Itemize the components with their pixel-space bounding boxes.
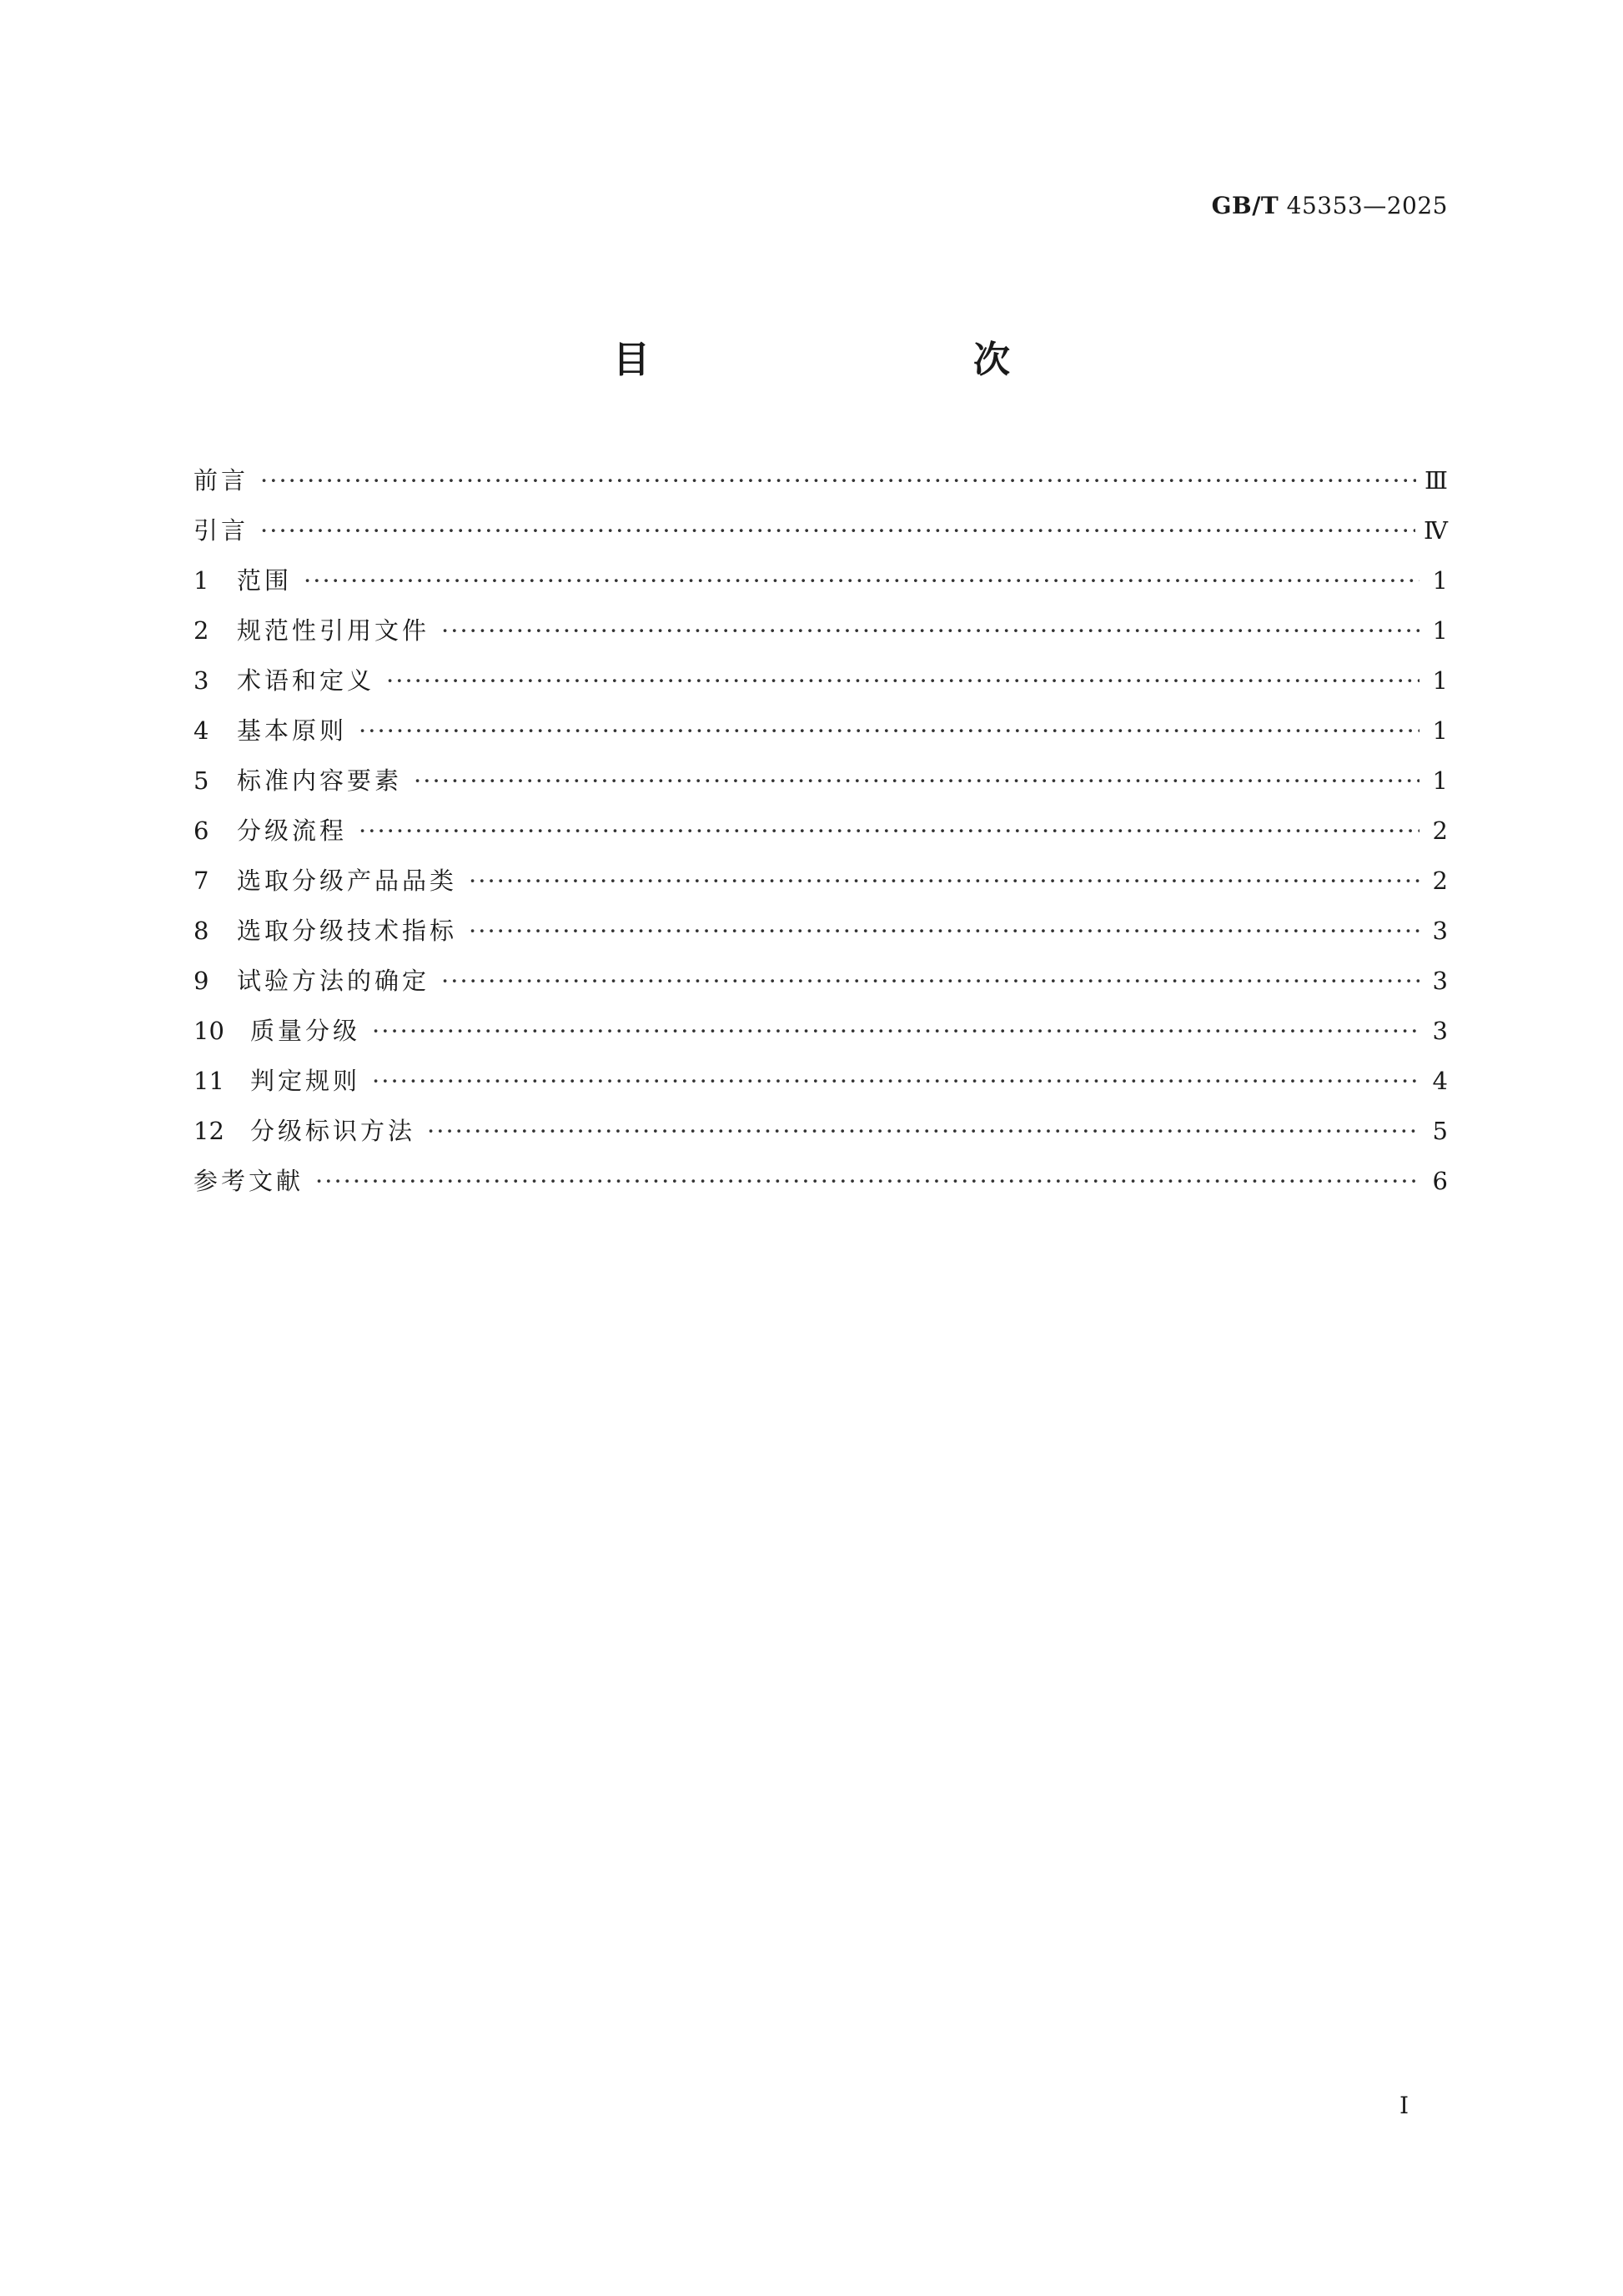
toc-entry-label: 标准内容要素 bbox=[237, 766, 403, 795]
toc-entry-page: 3 bbox=[1432, 1017, 1448, 1045]
toc-leader-dots bbox=[414, 763, 1419, 798]
toc-leader-dots bbox=[469, 913, 1419, 948]
toc-entry-11[interactable] bbox=[193, 1063, 1448, 1113]
toc-entry-12[interactable] bbox=[193, 1113, 1448, 1163]
toc-entry-number: 4 bbox=[193, 716, 209, 745]
toc-leader-dots bbox=[386, 663, 1419, 698]
toc-leader-dots bbox=[372, 1063, 1419, 1098]
toc-entry-page: 6 bbox=[1432, 1167, 1448, 1195]
toc-entry-10[interactable] bbox=[193, 1013, 1448, 1063]
toc-entry-label: 术语和定义 bbox=[237, 666, 375, 695]
toc-leader-dots bbox=[260, 513, 1415, 548]
toc-leader-dots bbox=[260, 463, 1416, 498]
toc-entry-number: 7 bbox=[193, 867, 209, 895]
toc-entry-7[interactable] bbox=[193, 863, 1448, 913]
toc-entry-9[interactable] bbox=[193, 963, 1448, 1013]
toc-entry-number: 2 bbox=[193, 616, 209, 645]
toc-entry-page: 1 bbox=[1432, 566, 1448, 595]
toc-entry-page: Ⅳ bbox=[1424, 516, 1448, 545]
toc-entry-6[interactable] bbox=[193, 813, 1448, 863]
toc-entry-5[interactable] bbox=[193, 763, 1448, 813]
toc-entry-3[interactable] bbox=[193, 663, 1448, 713]
toc-entry-page: 4 bbox=[1432, 1067, 1448, 1095]
toc-entry-label: 选取分级技术指标 bbox=[237, 917, 458, 945]
toc-leader-dots bbox=[315, 1163, 1419, 1198]
toc-leader-dots bbox=[427, 1113, 1419, 1148]
toc-entry-number: 3 bbox=[193, 666, 209, 695]
toc-entry-page: 1 bbox=[1432, 616, 1448, 645]
toc-entry-label: 参考文献 bbox=[193, 1167, 304, 1195]
toc-entry-page: 1 bbox=[1432, 666, 1448, 695]
toc-entry-label: 试验方法的确定 bbox=[237, 967, 430, 995]
toc-entry-number: 8 bbox=[193, 917, 209, 945]
toc-entry-number: 12 bbox=[193, 1117, 224, 1145]
toc-entry-page: Ⅲ bbox=[1425, 466, 1448, 495]
toc-entry-label: 基本原则 bbox=[237, 716, 348, 745]
toc-entry-1[interactable] bbox=[193, 563, 1448, 613]
toc-entry-page: 3 bbox=[1432, 967, 1448, 995]
toc-entry-8[interactable] bbox=[193, 913, 1448, 963]
toc-entry-number: 10 bbox=[193, 1017, 224, 1045]
toc-entry-bibliography[interactable] bbox=[193, 1163, 1448, 1213]
toc-entry-page: 2 bbox=[1432, 867, 1448, 895]
toc-leader-dots bbox=[469, 863, 1419, 898]
toc-entry-page: 3 bbox=[1432, 917, 1448, 945]
page-title: 目 次 bbox=[613, 339, 1093, 381]
toc-leader-dots bbox=[441, 963, 1419, 998]
toc-entry-label: 分级标识方法 bbox=[250, 1117, 416, 1145]
toc-entry-2[interactable] bbox=[193, 613, 1448, 663]
toc-leader-dots bbox=[359, 813, 1419, 848]
toc-entry-number: 5 bbox=[193, 766, 209, 795]
toc-entry-label: 规范性引用文件 bbox=[237, 616, 430, 645]
standard-code-prefix: GB/T bbox=[1211, 192, 1279, 219]
toc-entry-4[interactable] bbox=[193, 713, 1448, 763]
toc-entry-number: 11 bbox=[193, 1067, 224, 1095]
toc-entry-introduction[interactable] bbox=[193, 513, 1448, 563]
toc-entry-label: 前言 bbox=[193, 466, 249, 495]
toc-entry-label: 分级流程 bbox=[237, 816, 348, 845]
toc-entry-page: 1 bbox=[1432, 766, 1448, 795]
toc-leader-dots bbox=[359, 713, 1419, 748]
toc-entry-label: 范围 bbox=[237, 566, 293, 595]
toc-entry-label: 选取分级产品品类 bbox=[237, 867, 458, 895]
toc-leader-dots bbox=[441, 613, 1419, 648]
standard-code-number: 45353—2025 bbox=[1286, 192, 1448, 219]
toc-entry-page: 1 bbox=[1432, 716, 1448, 745]
toc-entry-foreword[interactable] bbox=[193, 463, 1448, 513]
toc-entry-number: 1 bbox=[193, 566, 209, 595]
toc-entry-page: 2 bbox=[1432, 816, 1448, 845]
toc-leader-dots bbox=[372, 1013, 1419, 1048]
toc-entry-page: 5 bbox=[1432, 1117, 1448, 1145]
table-of-contents bbox=[193, 463, 1448, 1213]
toc-entry-number: 6 bbox=[193, 816, 209, 845]
toc-entry-number: 9 bbox=[193, 967, 209, 995]
toc-leader-dots bbox=[304, 563, 1419, 598]
page-number: Ⅰ bbox=[1399, 2092, 1409, 2119]
standard-code bbox=[1212, 192, 1448, 219]
toc-entry-label: 判定规则 bbox=[250, 1067, 361, 1095]
toc-entry-label: 引言 bbox=[193, 516, 249, 545]
toc-entry-label: 质量分级 bbox=[250, 1017, 361, 1045]
